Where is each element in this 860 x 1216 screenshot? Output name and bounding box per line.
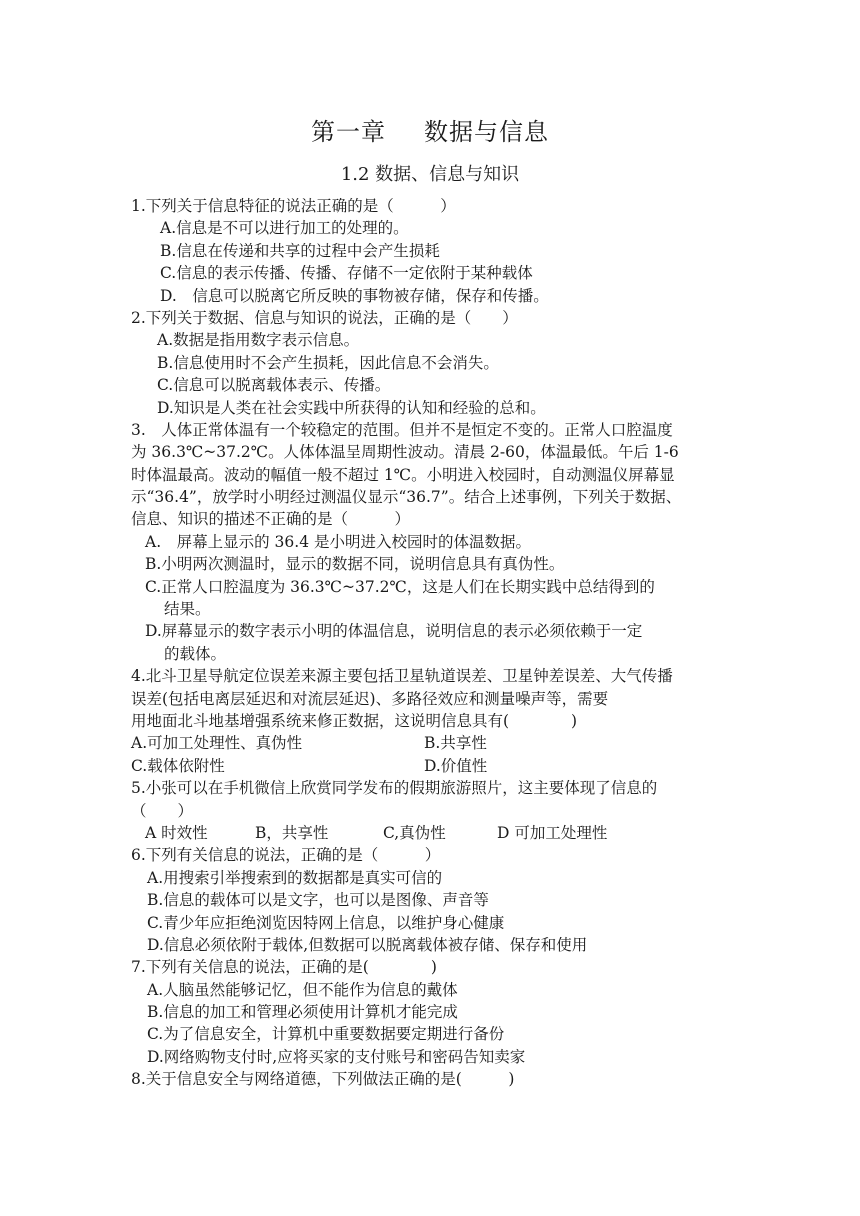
option-c-continued: 结果。 (164, 600, 211, 619)
option-c: C.青少年应拒绝浏览因特网上信息，以维护身心健康 (147, 913, 505, 932)
option-d: D.信息必须依附于载体,但数据可以脱离载体被存储、保存和使用 (147, 935, 588, 954)
option-d: D.网络购物支付时,应将买家的支付账号和密码告知卖家 (147, 1047, 526, 1066)
option-d: D.知识是人类在社会实践中所获得的认知和经验的总和。 (157, 398, 546, 417)
question-6 (131, 844, 736, 956)
section-title: 1.2 数据、信息与知识 (340, 164, 520, 185)
option-d: D.屏幕显示的数字表示小明的体温信息，说明信息的表示必须依赖于一定 (145, 622, 643, 641)
option-a: A.可加工处理性、真伪性 (131, 734, 303, 753)
question-stem-line: 为 36.3℃~37.2℃。人体体温呈周期性波动。清晨 2-60，体温最低。午后 1-6 (131, 443, 679, 462)
question-stem-line: 5.小张可以在手机微信上欣赏同学发布的假期旅游照片，这主要体现了信息的 (131, 779, 658, 798)
option-b: B.小明两次测温时，显示的数据不同，说明信息具有真伪性。 (145, 555, 565, 574)
question-stem: 2.下列关于数据、信息与知识的说法，正确的是（ ） (131, 308, 518, 327)
question-stem-line: 用地面北斗地基增强系统来修正数据，这说明信息具有( ) (131, 711, 578, 730)
option-b: B.信息使用时不会产生损耗，因此信息不会消失。 (157, 353, 499, 372)
option-a: A.人脑虽然能够记忆，但不能作为信息的戴体 (147, 980, 458, 999)
question-4 (131, 665, 736, 777)
option-b: B.信息的载体可以是文字，也可以是图像、声音等 (147, 891, 489, 910)
question-list (131, 195, 736, 1091)
option-d: D. 信息可以脱离它所反映的事物被存储，保存和传播。 (160, 286, 549, 305)
question-stem: 8.关于信息安全与网络道德，下列做法正确的是( ) (131, 1070, 515, 1089)
option-row (131, 732, 736, 754)
chapter-name: 数据与信息 (424, 118, 549, 146)
question-3 (131, 419, 736, 665)
option-b: B.信息在传递和共享的过程中会产生损耗 (160, 241, 440, 260)
option-a: A.数据是指用数字表示信息。 (157, 331, 360, 350)
option-c: C,真伪性 (383, 823, 446, 842)
option-d: D 可加工处理性 (497, 823, 608, 842)
question-stem: 6.下列有关信息的说法，正确的是（ ） (131, 846, 441, 865)
question-stem-line: 示“36.4”，放学时小明经过测温仪显示“36.7”。结合上述事例，下列关于数据、 (131, 488, 682, 507)
option-c: C.信息可以脱离载体表示、传播。 (157, 376, 391, 395)
option-b: B.共享性 (424, 734, 487, 753)
option-c: C.为了信息安全，计算机中重要数据要定期进行备份 (147, 1025, 505, 1044)
option-b: B，共享性 (255, 823, 329, 842)
question-stem-line: 4.北斗卫星导航定位误差来源主要包括卫星轨道误差、卫星钟差误差、大气传播 (131, 667, 673, 686)
option-a: A 时效性 (145, 823, 208, 842)
question-7 (131, 956, 736, 1068)
chapter-title (0, 112, 860, 147)
option-c: C.信息的表示传播、传播、存储不一定依附于某种载体 (160, 264, 533, 283)
option-d: D.价值性 (424, 756, 488, 775)
question-stem-line: 时体温最高。波动的幅值一般不超过 1℃。小明进入校园时，自动测温仪屏幕显 (131, 465, 675, 484)
chapter-number: 第一章 (311, 118, 386, 146)
question-2 (131, 307, 736, 419)
question-8 (131, 1068, 736, 1090)
option-c: C.正常人口腔温度为 36.3℃~37.2℃，这是人们在长期实践中总结得到的 (145, 577, 655, 596)
option-d-continued: 的载体。 (164, 644, 227, 663)
option-b: B.信息的加工和管理必须使用计算机才能完成 (147, 1003, 458, 1022)
option-a: A. 屏幕上显示的 36.4 是小明进入校园时的体温数据。 (145, 532, 531, 551)
question-stem: 1.下列关于信息特征的说法正确的是（ ） (131, 197, 456, 215)
question-1 (131, 195, 736, 307)
question-stem-line: 3. 人体正常体温有一个较稳定的范围。但并不是恒定不变的。正常人口腔温度 (131, 420, 673, 439)
question-5 (131, 777, 736, 844)
option-a: A.信息是不可以进行加工的处理的。 (160, 219, 409, 238)
question-stem-line: 误差(包括电离层延迟和对流层延迟)、多路径效应和测量噪声等，需要 (131, 689, 609, 708)
option-row (131, 755, 736, 777)
option-a: A.用搜索引举搜索到的数据都是真实可信的 (147, 868, 443, 887)
question-stem: 7.下列有关信息的说法，正确的是( ) (131, 958, 437, 977)
option-row (131, 822, 736, 844)
option-c: C.载体依附性 (131, 756, 225, 775)
question-stem-line: （ ） (131, 801, 194, 820)
question-stem-line: 信息、知识的描述不正确的是（ ） (131, 510, 411, 529)
